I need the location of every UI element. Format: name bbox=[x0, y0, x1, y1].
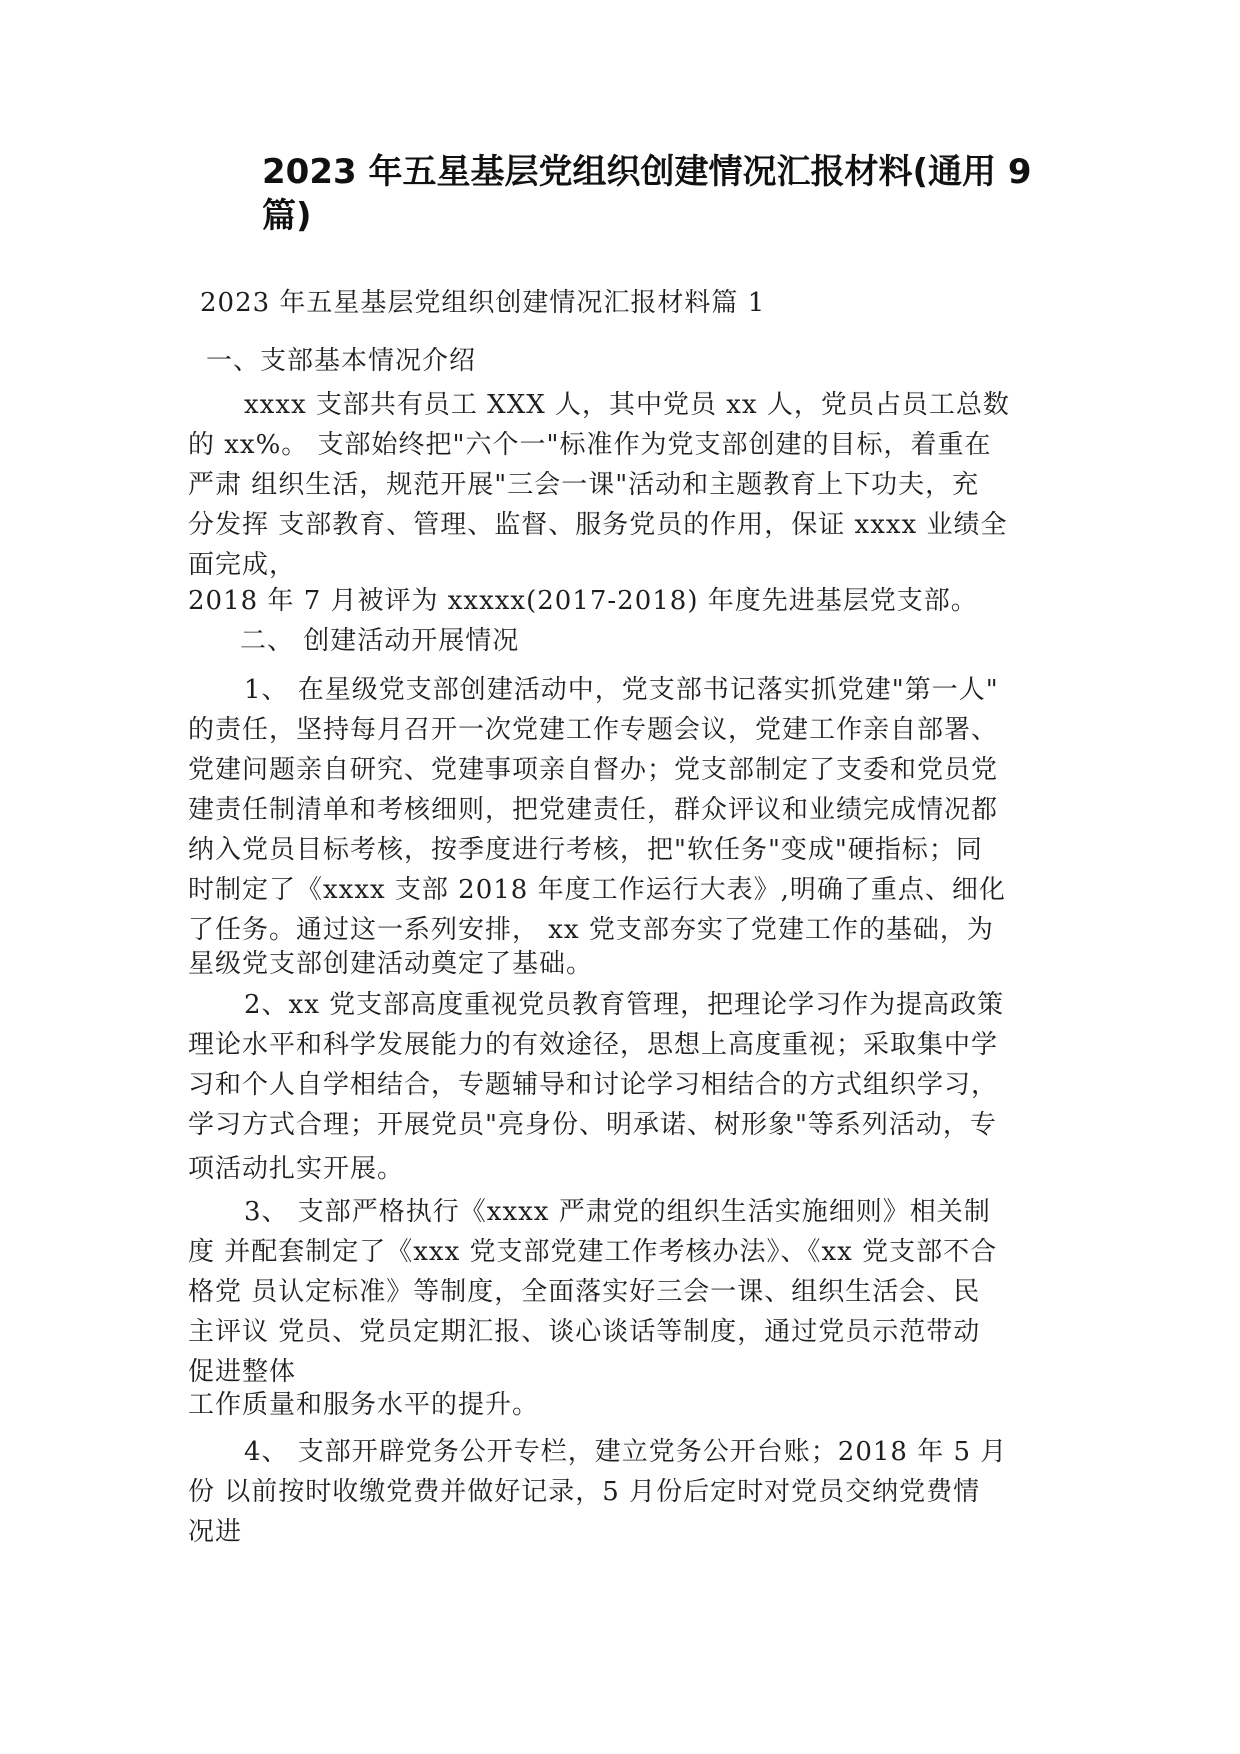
paragraph-item-2 bbox=[188, 985, 1050, 1145]
paragraph-line: 时制定了《xxxx 支部 2018 年度工作运行大表》,明确了重点、细化 bbox=[188, 875, 1006, 905]
title-line: 篇) bbox=[262, 196, 312, 236]
paragraph-line: 1、 在星级党支部创建活动中，党支部书记落实抓党建"第一人" bbox=[244, 675, 999, 705]
paragraph-line: 纳入党员目标考核，按季度进行考核，把"软任务"变成"硬指标；同 bbox=[188, 835, 983, 865]
paragraph-item-3-end: 工作质量和服务水平的提升。 bbox=[188, 1390, 540, 1420]
paragraph-line: 主评议 党员、党员定期汇报、谈心谈话等制度，通过党员示范带动 bbox=[188, 1317, 981, 1347]
paragraph-line: 习和个人自学相结合，专题辅导和讨论学习相结合的方式组织学习， bbox=[188, 1070, 999, 1100]
paragraph-item-3 bbox=[188, 1192, 1050, 1392]
paragraph-line: 面完成， bbox=[188, 550, 297, 580]
paragraph-line: 的责任，坚持每月召开一次党建工作专题会议，党建工作亲自部署、 bbox=[188, 715, 999, 745]
title-line: 2023 年五星基层党组织创建情况汇报材料(通用 9 bbox=[262, 152, 1032, 192]
paragraph-line: 理论水平和科学发展能力的有效途径，思想上高度重视；采取集中学 bbox=[188, 1030, 999, 1060]
paragraph-item-1 bbox=[188, 670, 1050, 950]
paragraph-line: xxxx 支部共有员工 XXX 人，其中党员 xx 人，党员占员工总数 bbox=[244, 390, 1010, 420]
paragraph-line: 份 以前按时收缴党费并做好记录，5 月份后定时对党员交纳党费情 bbox=[188, 1477, 981, 1507]
paragraph-item-2-end: 项活动扎实开展。 bbox=[188, 1154, 405, 1184]
paragraph-line: 况进 bbox=[188, 1517, 243, 1547]
paragraph-line: 学习方式合理；开展党员"亮身份、明承诺、树形象"等系列活动，专 bbox=[188, 1110, 997, 1140]
paragraph-line: 建责任制清单和考核细则，把党建责任，群众评议和业绩完成情况都 bbox=[188, 795, 999, 825]
paragraph-line: 严肃 组织生活，规范开展"三会一课"活动和主题教育上下功夫，充 bbox=[188, 470, 980, 500]
paragraph-item-1-end: 星级党支部创建活动奠定了基础。 bbox=[188, 949, 594, 979]
paragraph-line: 的 xx%。 支部始终把"六个一"标准作为党支部创建的目标，着重在 bbox=[188, 430, 992, 460]
paragraph-line: 3、 支部严格执行《xxxx 严肃党的组织生活实施细则》相关制 bbox=[244, 1197, 991, 1227]
heading-basic-info: 一、支部基本情况介绍 bbox=[206, 346, 477, 376]
paragraph-item-4 bbox=[188, 1432, 1050, 1552]
paragraph-line: 党建问题亲自研究、党建事项亲自督办；党支部制定了支委和党员党 bbox=[188, 755, 999, 785]
section-heading: 2023 年五星基层党组织创建情况汇报材料篇 1 bbox=[200, 288, 766, 318]
heading-activities: 二、 创建活动开展情况 bbox=[240, 626, 520, 656]
paragraph-line: 促进整体 bbox=[188, 1357, 297, 1387]
paragraph-basic-info bbox=[188, 385, 1050, 585]
paragraph-line: 4、 支部开辟党务公开专栏，建立党务公开台账；2018 年 5 月 bbox=[244, 1437, 1008, 1467]
document-title bbox=[262, 150, 1042, 238]
paragraph-award: 2018 年 7 月被评为 xxxxx(2017-2018) 年度先进基层党支部。 bbox=[188, 586, 978, 616]
paragraph-line: 格党 员认定标准》等制度，全面落实好三会一课、组织生活会、民 bbox=[188, 1277, 981, 1307]
paragraph-line: 了任务。通过这一系列安排， xx 党支部夯实了党建工作的基础，为 bbox=[188, 915, 994, 945]
paragraph-line: 2、xx 党支部高度重视党员教育管理，把理论学习作为提高政策 bbox=[244, 990, 1005, 1020]
paragraph-line: 分发挥 支部教育、管理、监督、服务党员的作用，保证 xxxx 业绩全 bbox=[188, 510, 1008, 540]
paragraph-line: 度 并配套制定了《xxx 党支部党建工作考核办法》、《xx 党支部不合 bbox=[188, 1237, 998, 1267]
